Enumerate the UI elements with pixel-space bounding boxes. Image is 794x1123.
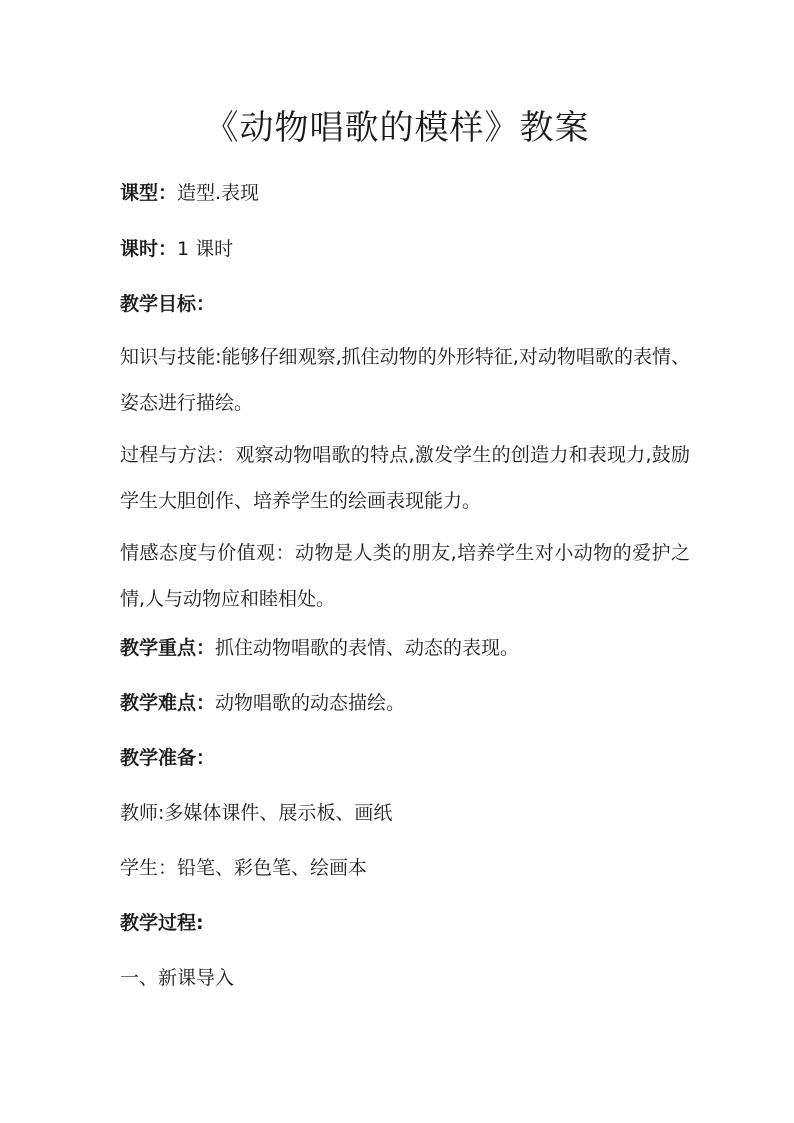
key-point-value: 抓住动物唱歌的表情、动态的表现。 <box>215 637 520 659</box>
objective-process-paragraph: 过程与方法：观察动物唱歌的特点,激发学生的创造力和表现力,鼓励学生大胆创作、培养学生的绘画表现能力。 <box>120 444 690 512</box>
class-hours-label: 课时： <box>120 238 178 260</box>
difficulty-value: 动物唱歌的动态描绘。 <box>215 692 406 714</box>
preparation-heading: 教学准备： <box>120 747 216 769</box>
process-heading: 教学过程: <box>120 912 204 934</box>
difficulty-line <box>120 690 690 717</box>
class-hours-value: 1 课时 <box>177 238 234 260</box>
teacher-prep-line: 教师:多媒体课件、展示板、画纸 <box>120 802 393 824</box>
course-type-line <box>120 180 690 207</box>
objective-knowledge-paragraph: 知识与技能:能够仔细观察,抓住动物的外形特征,对动物唱歌的表情、姿态进行描绘。 <box>120 346 690 414</box>
objectives-heading: 教学目标： <box>120 293 216 315</box>
course-type-label: 课型： <box>120 182 178 204</box>
objective-emotion-paragraph: 情感态度与价值观：动物是人类的朋友,培养学生对小动物的爱护之情,人与动物应和睦相处。 <box>120 542 690 610</box>
key-point-line <box>120 635 690 662</box>
section-1-heading: 一、新课导入 <box>120 967 235 989</box>
key-point-label: 教学重点： <box>120 637 216 659</box>
class-hours-line <box>120 236 690 263</box>
document-title: 《动物唱歌的模样》教案 <box>204 108 590 148</box>
course-type-value: 造型.表现 <box>177 182 260 204</box>
student-prep-line: 学生：铅笔、彩色笔、绘画本 <box>120 857 368 879</box>
difficulty-label: 教学难点： <box>120 692 216 714</box>
